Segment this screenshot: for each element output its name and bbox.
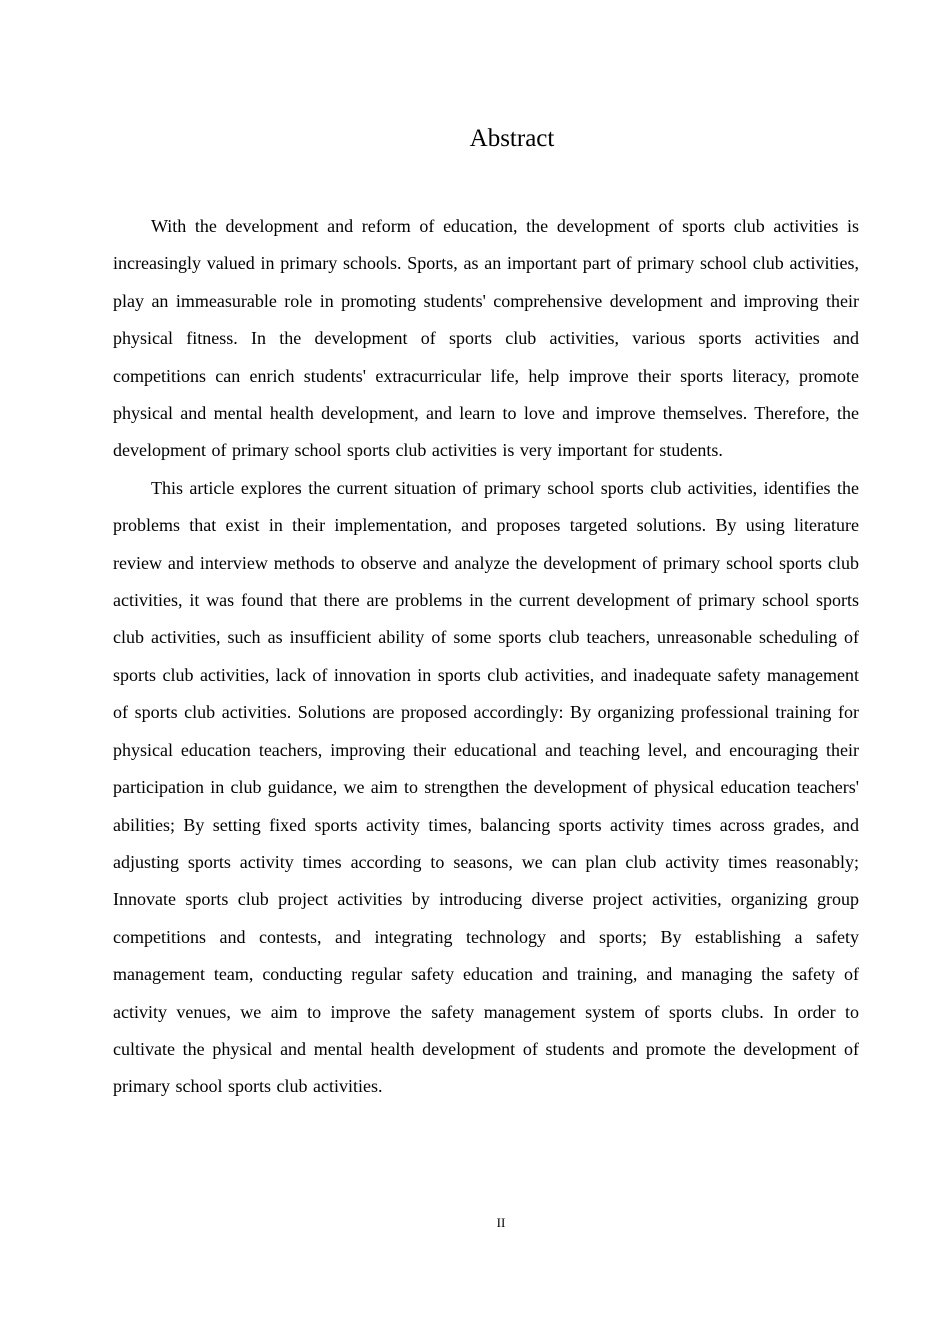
abstract-paragraph-2: This article explores the current situation of primary school sports club activities, identifies the problems that exist in their implementation, and proposes targeted solutions. By using literature review and interview methods to observe and analyze the development of primary school sports club activities, it was found that there are problems in the current development of primary school sports club activities, such as insufficient ability of some sports club teachers, unreasonable scheduling of sports club activities, lack of innovation in sports club activities, and inadequate safety management of sports club activities. Solutions are proposed accordingly: By organizing professional training for physical education teachers, improving their educational and teaching level, and encouraging their participation in club guidance, we aim to strengthen the development of physical education teachers' abilities; By setting fixed sports activity times, balancing sports activity times across grades, and adjusting sports activity times according to seasons, we can plan club activity times reasonably; Innovate sports club project activities by introducing diverse project activities, organizing group competitions and contests, and integrating technology and sports; By establishing a safety management team, conducting regular safety education and training, and managing the safety of activity venues, we aim to improve the safety management system of sports clubs. In order to cultivate the physical and mental health development of students and promote the development of primary school sports club activities. [113,477,859,1097]
abstract-body [113,208,859,1106]
page-number: II [496,1215,506,1230]
abstract-paragraph-1: With the development and reform of education, the development of sports club activities is increasingly valued in primary schools. Sports, as an important part of primary school club activities, play an immeasurable role in promoting students' comprehensive development and improving their physical fitness. In the development of sports club activities, various sports activities and competitions can enrich students' extracurricular life, help improve their sports literacy, promote physical and mental health development, and learn to love and improve themselves. Therefore, the development of primary school sports club activities is very important for students. [113,216,859,461]
abstract-title: Abstract [469,125,555,152]
